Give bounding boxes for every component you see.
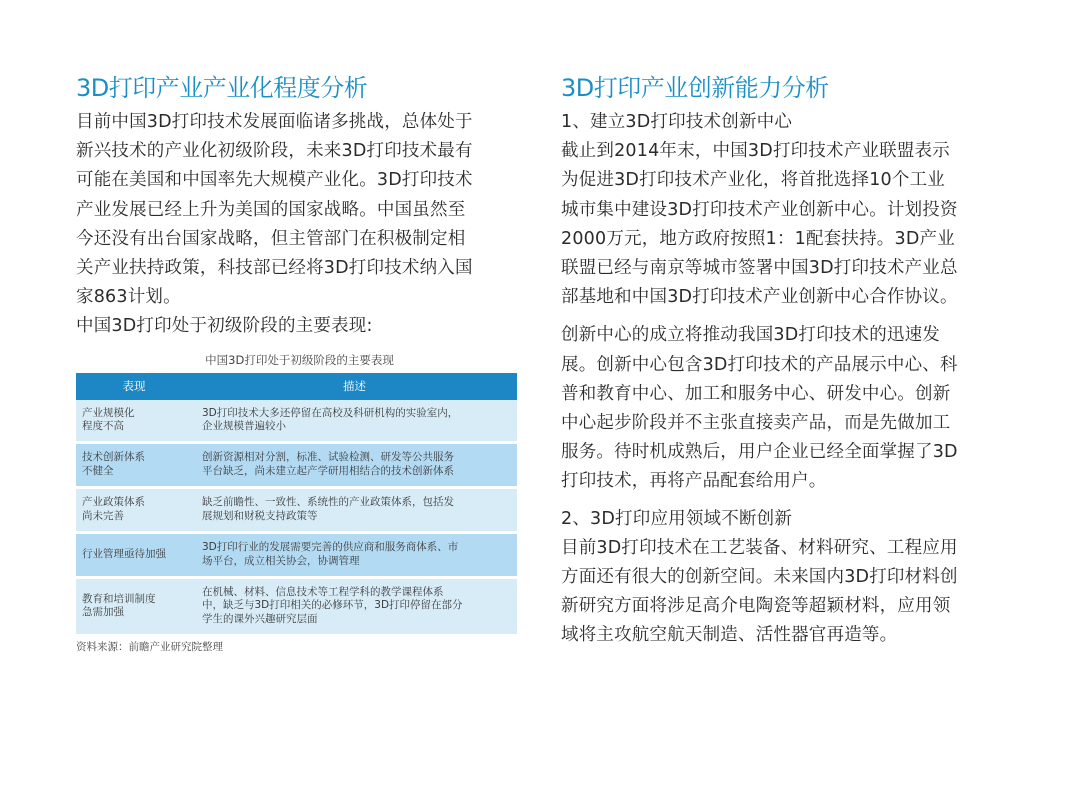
center-functions-paragraph bbox=[561, 321, 1009, 496]
table-lead-text: 中国3D打印处于初级阶段的主要表现: bbox=[76, 316, 373, 337]
text-line: 服务。待时机成熟后，用户企业已经全面掌握了3D bbox=[561, 442, 958, 463]
right-column bbox=[561, 70, 1009, 651]
table-row bbox=[76, 531, 517, 576]
text-line: 为促进3D打印技术产业化，将首批选择10个工业 bbox=[561, 170, 945, 191]
subheading-application-fields: 2、3D打印应用领域不断创新 bbox=[561, 508, 793, 529]
text-line: 截止到2014年末，中国3D打印技术产业联盟表示 bbox=[561, 141, 950, 162]
industrialization-title: 3D打印产业产业化程度分析 bbox=[76, 74, 368, 102]
header-description: 描述 bbox=[192, 373, 517, 400]
row-description: 缺乏前瞻性、一致性、系统性的产业政策体系，包括发 展规划和财税支持政策等 bbox=[192, 486, 517, 531]
text-line: 中心起步阶段并不主张直接卖产品，而是先做加工 bbox=[561, 413, 951, 434]
text-line: 关产业扶持政策，科技部已经将3D打印技术纳入国 bbox=[76, 258, 473, 279]
subheading-innovation-center: 1、建立3D打印技术创新中心 bbox=[561, 112, 793, 132]
row-description: 创新资源相对分割，标准、试验检测、研发等公共服务 平台缺乏，尚未建立起产学研用相结合的技术创新体系 bbox=[192, 441, 517, 486]
text-line: 2000万元，地方政府按照1：1配套扶持。3D产业 bbox=[561, 228, 955, 249]
text-line: 普和教育中心、加工和服务中心、研发中心。创新 bbox=[561, 383, 951, 404]
text-line: 今还没有出台国家战略，但主管部门在积极制定相 bbox=[76, 228, 466, 249]
application-fields-paragraph bbox=[561, 534, 1009, 651]
text-line: 目前3D打印技术在工艺装备、材料研究、工程应用 bbox=[561, 537, 958, 558]
intro-paragraph bbox=[76, 108, 521, 312]
text-line: 可能在美国和中国率先大规模产业化。3D打印技术 bbox=[76, 170, 473, 191]
table-caption: 中国3D打印处于初级阶段的主要表现 bbox=[205, 352, 394, 367]
text-line: 方面还有很大的创新空间。未来国内3D打印材料创 bbox=[561, 567, 958, 588]
text-line: 创新中心的成立将推动我国3D打印技术的迅速发 bbox=[561, 325, 941, 346]
text-line: 部基地和中国3D打印技术产业创新中心合作协议。 bbox=[561, 287, 958, 308]
text-line: 新兴技术的产业化初级阶段，未来3D打印技术最有 bbox=[76, 141, 473, 162]
row-label: 产业规模化 程度不高 bbox=[76, 400, 192, 441]
table-row bbox=[76, 441, 517, 486]
manifestation-table bbox=[76, 373, 517, 634]
row-description: 在机械、材料、信息技术等工程学科的教学课程体系 中，缺乏与3D打印相关的必修环节，3D打印停留在部分 学生的课外兴趣研究层面 bbox=[192, 576, 517, 634]
text-line: 域将主攻航空航天制造、活性器官再造等。 bbox=[561, 625, 898, 646]
row-description: 3D打印技术大多还停留在高校及科研机构的实验室内， 企业规模普遍较小 bbox=[192, 400, 517, 441]
table-row bbox=[76, 400, 517, 441]
innovation-title: 3D打印产业创新能力分析 bbox=[561, 74, 829, 102]
table-header-row bbox=[76, 373, 517, 400]
text-line: 新研究方面将涉足高介电陶瓷等超颖材料，应用领 bbox=[561, 596, 951, 617]
text-line: 城市集中建设3D打印技术产业创新中心。计划投资 bbox=[561, 199, 958, 220]
text-line: 家863计划。 bbox=[76, 287, 181, 308]
innovation-center-paragraph bbox=[561, 137, 1009, 312]
text-line: 目前中国3D打印技术发展面临诸多挑战，总体处于 bbox=[76, 112, 473, 132]
text-line: 联盟已经与南京等城市签署中国3D打印技术产业总 bbox=[561, 258, 958, 279]
table-row bbox=[76, 576, 517, 634]
row-description: 3D打印行业的发展需要完善的供应商和服务商体系、市 场平台，成立相关协会，协调管理 bbox=[192, 531, 517, 576]
header-performance: 表现 bbox=[76, 373, 192, 400]
manifestation-table-block bbox=[76, 352, 517, 654]
table-row bbox=[76, 486, 517, 531]
text-line: 产业发展已经上升为美国的国家战略。中国虽然至 bbox=[76, 199, 466, 220]
row-label: 行业管理亟待加强 bbox=[76, 531, 192, 576]
row-label: 教育和培训制度 急需加强 bbox=[76, 576, 192, 634]
row-label: 技术创新体系 不健全 bbox=[76, 441, 192, 486]
left-column bbox=[76, 70, 521, 654]
text-line: 展。创新中心包含3D打印技术的产品展示中心、科 bbox=[561, 354, 958, 375]
text-line: 打印技术，再将产品配套给用户。 bbox=[561, 471, 827, 492]
row-label: 产业政策体系 尚未完善 bbox=[76, 486, 192, 531]
table-source-note: 资料来源：前瞻产业研究院整理 bbox=[76, 640, 223, 653]
